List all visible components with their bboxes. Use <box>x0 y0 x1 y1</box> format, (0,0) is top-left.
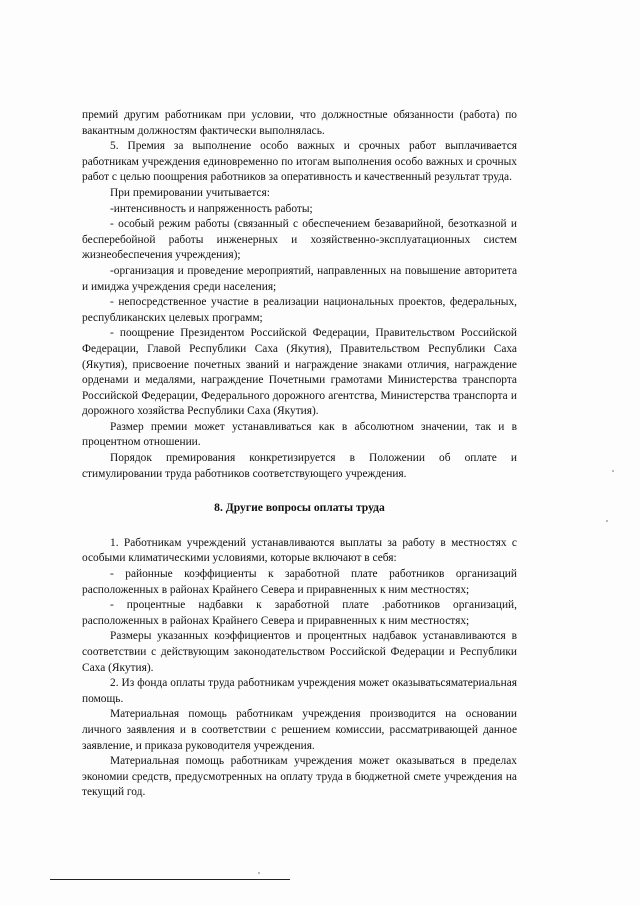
paragraphs-top <box>82 108 517 482</box>
paragraph: - непосредственное участие в реализации национальных проектов, федеральных, республиканских целевых программ; <box>82 296 517 324</box>
paragraph: - поощрение Президентом Российской Федерации, Правительством Российской Федерации, Главой Республики Саха (Якутия), Правительством Республики Саха (Якутия), присвоение почетных званий и награждение знаками отличия, награждение орденами и медалями, награждение Почетными грамотами Министерства транспорта Российской Федерации, Федерального дорожного агентства, Министерства транспорта и дорожного хозяйства Республики Саха (Якутия). <box>82 327 517 418</box>
paragraph: Материальная помощь работникам учреждения может оказываться в пределах экономии средств, предусмотренных на оплату труда в бюджетной смете учреждения на текущий год. <box>82 755 517 799</box>
footer-rule <box>50 879 290 880</box>
document-body <box>82 108 517 801</box>
paragraph: Порядок премирования конкретизируется в Положении об оплате и стимулировании труда работников соответствующего учреждения. <box>82 452 517 480</box>
paragraph: Размер премии может устанавливаться как в абсолютном значении, так и в процентном отношении. <box>82 420 517 449</box>
section-heading: 8. Другие вопросы оплаты труда <box>214 501 385 515</box>
paragraph: 5. Премия за выполнение особо важных и срочных работ выплачивается работникам учреждения единовременно по итогам выполнения особо важных и срочных работ с целью поощрения работников за оперативность и качественный результат труда. <box>82 140 517 184</box>
paragraph: -организация и проведение мероприятий, направленных на повышение авторитета и имиджа учреждения среди населения; <box>82 264 517 293</box>
paragraph: При премировании учитывается: <box>110 186 270 199</box>
paragraphs-bottom <box>82 536 517 801</box>
paragraph: Материальная помощь работникам учреждения производится на основании личного заявления и в соответствии с решением комиссии, рассматривающей данное заявление, и приказа руководителя учреждения. <box>82 708 517 752</box>
paragraph: - процентные надбавки к заработной плате .работников организаций, расположенных в районах Крайнего Севера и приравненных к ним местностях; <box>82 599 517 627</box>
scan-speck <box>612 470 614 472</box>
paragraph: 1. Работникам учреждений устанавливаются выплаты за работу в местностях с особыми климатическими условиями, которые включают в себя: <box>82 536 517 565</box>
paragraph: 2. Из фонда оплаты труда работникам учреждения может оказыватьсяматериальная помощь. <box>82 677 517 705</box>
scan-speck <box>606 520 608 522</box>
paragraph: - особый режим работы (связанный с обеспечением безаварийной, безотказной и бесперебойной работы инженерных и хозяйственно-эксплуатационных систем жизнеобеспечения учреждения); <box>82 218 517 262</box>
paragraph: Размеры указанных коэффициентов и процентных надбавок устанавливаются в соответствии с действующим законодательством Российской Федерации и Республики Саха (Якутия). <box>82 630 517 674</box>
paragraph: -интенсивность и напряженность работы; <box>110 202 313 215</box>
paragraph: премий другим работникам при условии, что должностные обязанности (работа) по вакантным должностям фактически выполнялась. <box>82 109 517 137</box>
paragraph: - районные коэффициенты к заработной плате работников организаций расположенных в районах Крайнего Севера и приравненных к ним местностях; <box>82 568 517 596</box>
scan-speck <box>258 872 260 874</box>
